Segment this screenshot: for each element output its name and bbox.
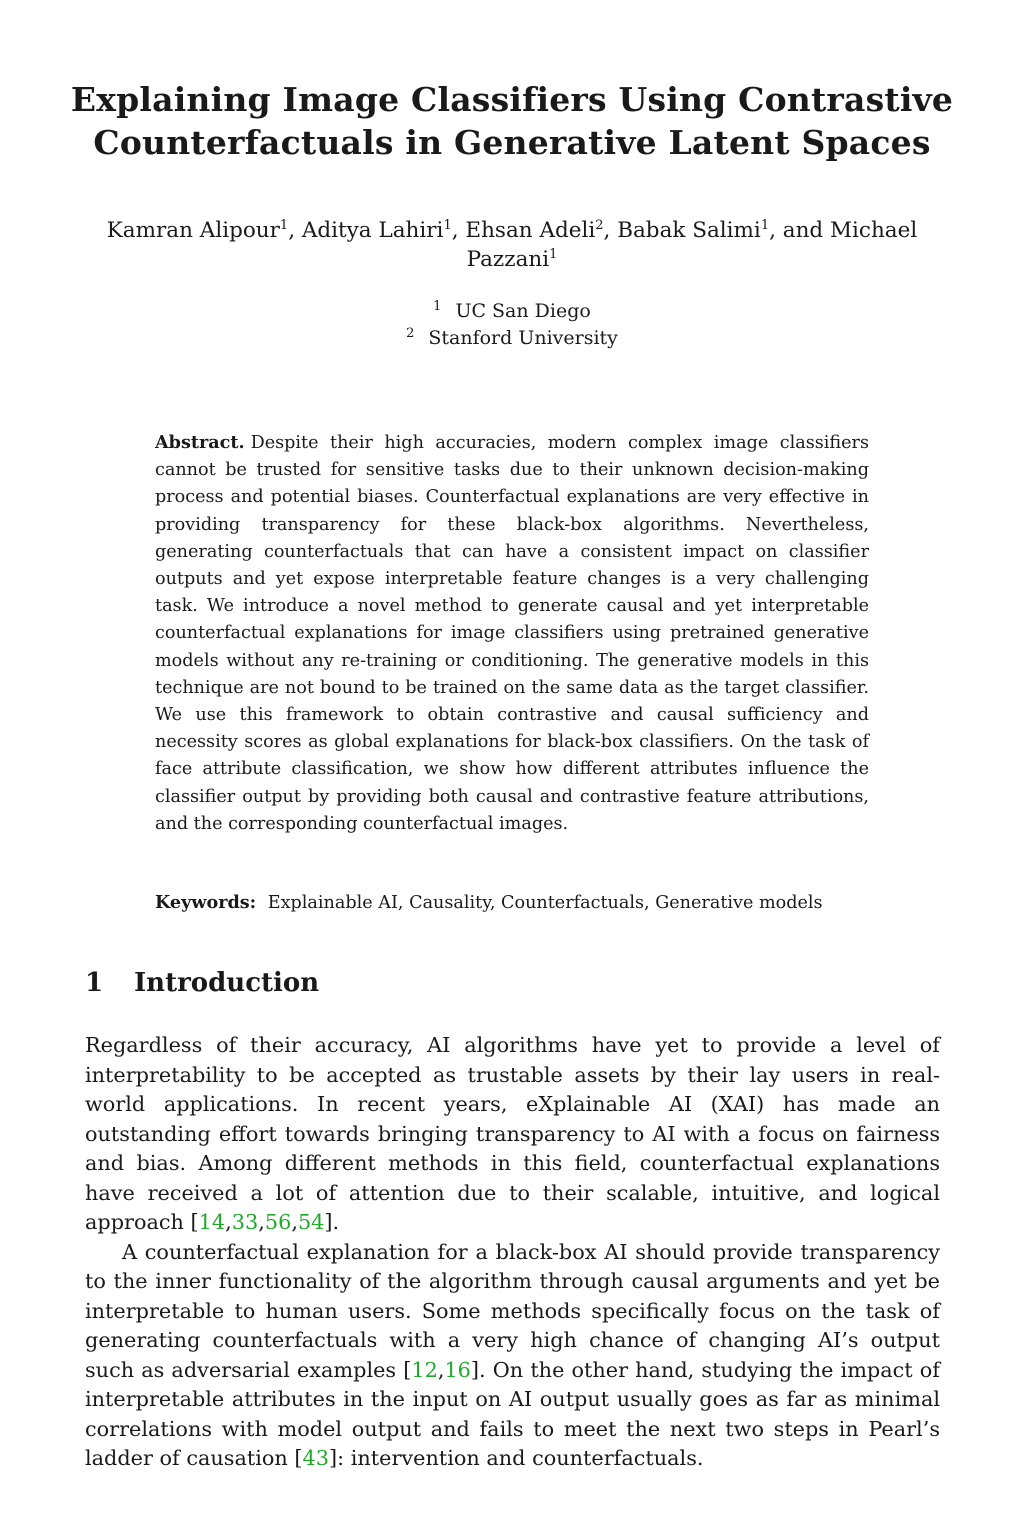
keywords	[155, 889, 915, 917]
abstract	[155, 429, 869, 838]
author-list	[60, 216, 964, 274]
section-number: 1	[85, 968, 104, 998]
author: Babak Salimi$^1$, and	[617, 217, 831, 243]
citation-link[interactable]: 54	[297, 1210, 325, 1234]
abstract-label: Abstract.	[155, 432, 245, 453]
keywords-label: Keywords:	[155, 892, 257, 913]
paragraph: Regardless of their accuracy, AI algorithms have yet to provide a level of interpretability to be accepted as trustable assets by their lay users in real-world applications. In recent years, eXplainable AI (XAI) has made an outstanding effort towards bringing transparency to AI with a focus on fairness and bias. Among different methods in this field, counterfactual explanations have received a lot of attention due to their scalable, intuitive, and logical approach [14,33,56,54].	[85, 1033, 940, 1234]
citation-link[interactable]: 56	[264, 1210, 292, 1234]
author: Kamran Alipour$^1$,	[106, 217, 302, 243]
author: Aditya Lahiri$^1$,	[301, 217, 466, 243]
author: Ehsan Adeli$^2$,	[465, 217, 618, 243]
affiliation: $^1$ UC San Diego	[433, 298, 591, 322]
citation-link[interactable]: 12	[411, 1357, 438, 1382]
citation-link[interactable]: 33	[231, 1210, 259, 1234]
paragraph: A counterfactual explanation for a black-box AI should provide transparency to the inner functionality of the algorithm through causal arguments and yet be interpretable to human users. Some methods specifically focus on the task of generating counterfactuals with a very high chance of changing AI’s output such as adversarial examples [12,16]. On the other hand, studying the impact of interpretable attributes in the input on AI output usually goes as far as minimal correlations with model output and fails to meet the next two steps in Pearl’s ladder of causation [43]: intervention and counterfactuals.	[85, 1239, 940, 1470]
section-heading	[85, 966, 319, 1000]
affiliation-list	[60, 298, 964, 352]
citation-link[interactable]: 14	[198, 1210, 226, 1234]
paper-title	[60, 78, 964, 164]
affiliation: $^2$ Stanford University	[406, 325, 618, 349]
section-body	[85, 1031, 940, 1474]
citation-link[interactable]: 16	[444, 1357, 471, 1382]
abstract-text: Despite their high accuracies, modern complex image classifiers cannot be trusted for sensitive tasks due to their unknown decision-making process and potential biases. Counterfactual explanations are very effective in providing transparency for these black-box algorithms. Nevertheless, generating counterfactuals that can have a consistent impact on classifier outputs and yet expose interpretable feature changes is a very challenging task. We introduce a novel method to generate causal and yet interpretable counterfactual explanations for image classifiers using pretrained generative models without any re-training or conditioning. The generative models in this technique are not bound to be trained on the same data as the target classifier. We use this framework to obtain contrastive and causal sufficiency and necessity scores as global explanations for black-box classifiers. On the task of face attribute classification, we show how different attributes influence the classifier output by providing both causal and contrastive feature attributions, and the corresponding counterfactual images.	[155, 433, 869, 834]
title-line-1: Explaining Image Classifiers Using Contrastive	[70, 80, 954, 119]
author: Michael Pazzani$^1$	[466, 218, 918, 272]
title-line-2: Counterfactuals in Generative Latent Spaces	[93, 123, 931, 162]
keywords-text: Explainable AI, Causality, Counterfactuals, Generative models	[267, 893, 823, 913]
section-title: Introduction	[134, 968, 320, 998]
citation-link[interactable]: 43	[302, 1446, 329, 1470]
